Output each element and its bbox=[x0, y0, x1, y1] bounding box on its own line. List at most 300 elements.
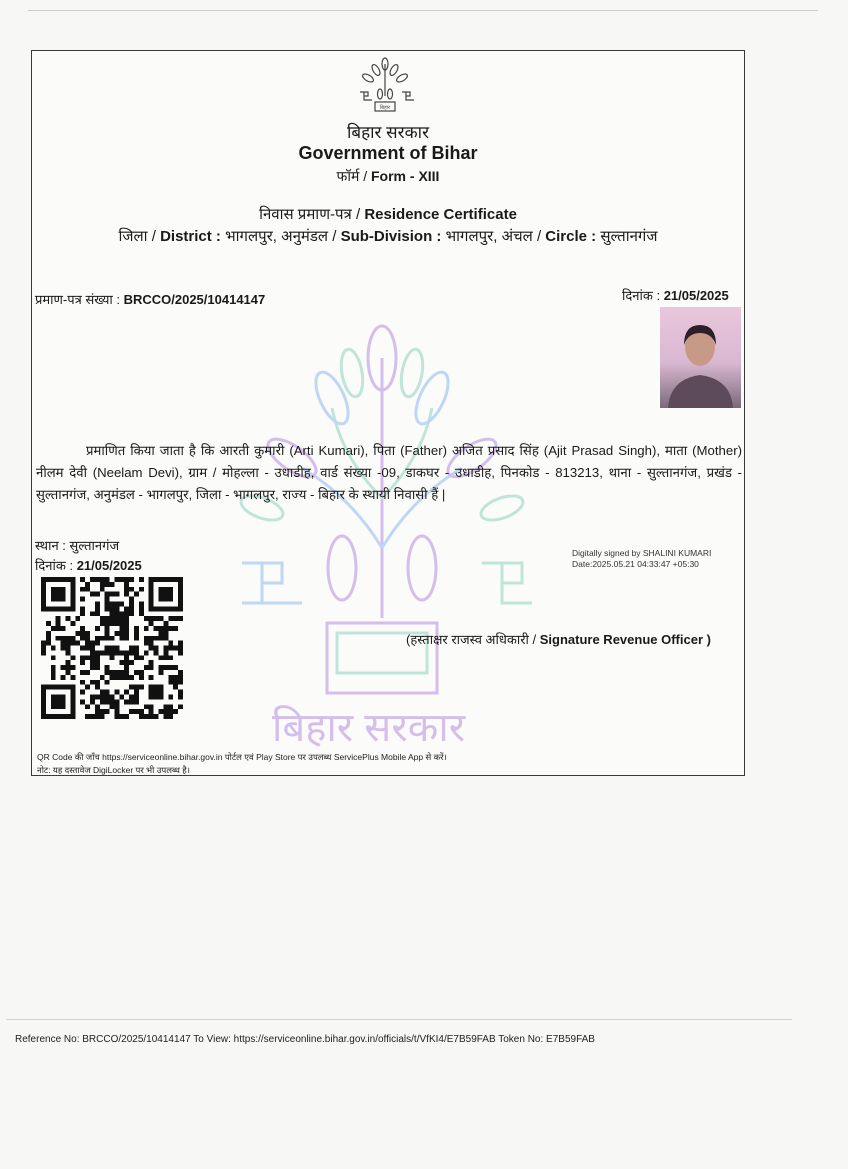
qr-module bbox=[95, 650, 100, 655]
qr-module bbox=[51, 670, 56, 675]
qr-module bbox=[110, 655, 115, 660]
qr-module bbox=[163, 621, 168, 626]
qr-module bbox=[70, 636, 75, 641]
qr-module bbox=[144, 665, 149, 670]
bihar-emblem-watermark bbox=[232, 318, 532, 758]
qr-module bbox=[173, 675, 178, 680]
qr-module bbox=[80, 655, 85, 660]
qr-module bbox=[129, 577, 134, 582]
qr-module bbox=[80, 626, 85, 631]
qr-module bbox=[159, 670, 164, 675]
qr-module bbox=[119, 626, 124, 631]
qr-module bbox=[168, 695, 173, 700]
applicant-photo bbox=[660, 307, 741, 408]
qr-module bbox=[105, 670, 110, 675]
qr-module bbox=[168, 714, 173, 719]
qr-module bbox=[95, 709, 100, 714]
reference-footer: Reference No: BRCCO/2025/10414147 To View: https://serviceonline.bihar.gov.in/officials/t/VfKI4/E7B59FAB Token No: E7B59FAB bbox=[15, 1034, 595, 1045]
qr-module bbox=[95, 695, 100, 700]
qr-module bbox=[149, 621, 154, 626]
qr-module bbox=[105, 621, 110, 626]
qr-module bbox=[65, 616, 70, 621]
district-label: District : bbox=[160, 228, 221, 245]
scan-top-edge bbox=[28, 10, 818, 11]
qr-module bbox=[124, 582, 129, 587]
qr-module bbox=[139, 675, 144, 680]
qr-module bbox=[124, 670, 129, 675]
qr-module bbox=[100, 650, 105, 655]
officer-signature-hindi: (हस्ताक्षर राजस्व अधिकारी / bbox=[406, 632, 537, 647]
qr-module bbox=[100, 621, 105, 626]
footer-divider bbox=[6, 1019, 792, 1020]
place-value: सुल्तानगंज bbox=[69, 538, 120, 553]
qr-module bbox=[129, 650, 134, 655]
qr-module bbox=[100, 577, 105, 582]
qr-module bbox=[90, 680, 95, 685]
qr-module bbox=[129, 695, 134, 700]
qr-module bbox=[129, 587, 134, 592]
qr-module bbox=[41, 650, 46, 655]
qr-module bbox=[80, 577, 85, 582]
qr-module bbox=[134, 695, 139, 700]
qr-module bbox=[110, 650, 115, 655]
qr-module bbox=[124, 665, 129, 670]
qr-module bbox=[178, 675, 183, 680]
qr-module bbox=[163, 646, 168, 651]
qr-module bbox=[65, 646, 70, 651]
qr-module bbox=[119, 650, 124, 655]
qr-module bbox=[134, 636, 139, 641]
qr-module bbox=[41, 646, 46, 651]
qr-module bbox=[139, 685, 144, 690]
qr-module bbox=[139, 577, 144, 582]
qr-module bbox=[70, 665, 75, 670]
qr-module bbox=[178, 695, 183, 700]
qr-module bbox=[46, 621, 51, 626]
qr-module bbox=[90, 660, 95, 665]
qr-module bbox=[124, 631, 129, 636]
qr-module bbox=[90, 699, 95, 704]
qr-module bbox=[95, 704, 100, 709]
qr-module bbox=[95, 680, 100, 685]
qr-module bbox=[124, 699, 129, 704]
qr-module bbox=[110, 670, 115, 675]
qr-module bbox=[110, 646, 115, 651]
qr-module bbox=[114, 592, 119, 597]
qr-module bbox=[134, 650, 139, 655]
qr-module bbox=[134, 655, 139, 660]
qr-module bbox=[51, 626, 56, 631]
qr-module bbox=[159, 616, 164, 621]
qr-module bbox=[163, 636, 168, 641]
qr-module bbox=[168, 646, 173, 651]
qr-module bbox=[144, 636, 149, 641]
place-date-label: दिनांक : bbox=[35, 558, 74, 573]
qr-module bbox=[154, 650, 159, 655]
qr-module bbox=[129, 675, 134, 680]
qr-module bbox=[149, 709, 154, 714]
qr-module bbox=[95, 577, 100, 582]
qr-module bbox=[119, 714, 124, 719]
qr-module bbox=[129, 709, 134, 714]
qr-module bbox=[85, 582, 90, 587]
qr-module bbox=[149, 641, 154, 646]
qr-module bbox=[110, 601, 115, 606]
qr-module bbox=[85, 641, 90, 646]
qr-module bbox=[100, 690, 105, 695]
issue-date-value: 21/05/2025 bbox=[663, 288, 729, 303]
qr-module bbox=[124, 655, 129, 660]
qr-module bbox=[178, 650, 183, 655]
qr-module bbox=[110, 582, 115, 587]
qr-module bbox=[114, 606, 119, 611]
place-date bbox=[35, 556, 142, 574]
qr-module bbox=[129, 611, 134, 616]
watermark-text: बिहार सरकार bbox=[272, 706, 466, 750]
qr-module bbox=[178, 641, 183, 646]
qr-module bbox=[110, 636, 115, 641]
qr-module bbox=[114, 621, 119, 626]
certificate-number bbox=[35, 290, 265, 308]
qr-module bbox=[114, 709, 119, 714]
qr-module bbox=[110, 611, 115, 616]
qr-module bbox=[139, 611, 144, 616]
qr-module bbox=[105, 631, 110, 636]
qr-module bbox=[80, 597, 85, 602]
qr-module bbox=[168, 665, 173, 670]
qr-module bbox=[163, 626, 168, 631]
qr-module bbox=[163, 631, 168, 636]
qr-module bbox=[124, 660, 129, 665]
certificate-title bbox=[31, 204, 745, 224]
qr-module bbox=[70, 655, 75, 660]
qr-module bbox=[105, 577, 110, 582]
qr-module bbox=[61, 641, 66, 646]
digilocker-note: नोट: यह दस्तावेज DigiLocker पर भी उपलब्ध है। bbox=[37, 765, 190, 775]
qr-module bbox=[110, 695, 115, 700]
qr-module bbox=[110, 621, 115, 626]
qr-module bbox=[61, 636, 66, 641]
qr-module bbox=[110, 606, 115, 611]
qr-module bbox=[129, 606, 134, 611]
qr-module bbox=[90, 650, 95, 655]
qr-module bbox=[124, 611, 129, 616]
qr-module bbox=[65, 670, 70, 675]
qr-module bbox=[65, 641, 70, 646]
qr-module bbox=[85, 646, 90, 651]
person-silhouette-icon bbox=[660, 307, 741, 408]
qr-module bbox=[95, 714, 100, 719]
qr-module bbox=[100, 582, 105, 587]
officer-signature-label bbox=[406, 630, 711, 648]
qr-module bbox=[100, 616, 105, 621]
qr-module bbox=[105, 597, 110, 602]
qr-module bbox=[119, 636, 124, 641]
qr-module bbox=[100, 699, 105, 704]
qr-module bbox=[149, 646, 154, 651]
qr-module bbox=[149, 636, 154, 641]
qr-module bbox=[105, 606, 110, 611]
qr-module bbox=[124, 714, 129, 719]
qr-module bbox=[124, 626, 129, 631]
qr-module bbox=[95, 606, 100, 611]
qr-module bbox=[124, 592, 129, 597]
district-hindi: जिला / bbox=[118, 228, 156, 245]
district-value: भागलपुर, अनुमंडल / bbox=[225, 228, 337, 245]
qr-module bbox=[129, 597, 134, 602]
qr-module bbox=[134, 699, 139, 704]
qr-module bbox=[114, 670, 119, 675]
qr-module bbox=[159, 655, 164, 660]
qr-module bbox=[105, 650, 110, 655]
circle-value: सुल्तानगंज bbox=[600, 228, 658, 245]
qr-module bbox=[80, 606, 85, 611]
qr-module bbox=[144, 616, 149, 621]
qr-module bbox=[119, 577, 124, 582]
qr-module bbox=[134, 631, 139, 636]
qr-module bbox=[149, 704, 154, 709]
qr-module bbox=[80, 646, 85, 651]
certificate-title-english: Residence Certificate bbox=[364, 206, 517, 223]
qr-module bbox=[105, 616, 110, 621]
qr-module bbox=[56, 636, 61, 641]
qr-module bbox=[61, 665, 66, 670]
qr-module bbox=[80, 631, 85, 636]
qr-module bbox=[51, 665, 56, 670]
qr-module bbox=[70, 675, 75, 680]
qr-module bbox=[163, 665, 168, 670]
qr-module bbox=[46, 641, 51, 646]
qr-module bbox=[178, 646, 183, 651]
qr-module bbox=[90, 665, 95, 670]
qr-module bbox=[119, 675, 124, 680]
qr-module bbox=[75, 631, 80, 636]
qr-module bbox=[168, 616, 173, 621]
qr-module bbox=[65, 660, 70, 665]
qr-module bbox=[110, 704, 115, 709]
qr-module bbox=[80, 699, 85, 704]
qr-module bbox=[178, 670, 183, 675]
qr-module bbox=[154, 646, 159, 651]
qr-module bbox=[119, 621, 124, 626]
qr-module bbox=[56, 616, 61, 621]
qr-module bbox=[114, 631, 119, 636]
qr-module bbox=[100, 709, 105, 714]
qr-code-icon bbox=[41, 577, 183, 719]
qr-module bbox=[105, 699, 110, 704]
qr-module bbox=[51, 675, 56, 680]
qr-module bbox=[139, 655, 144, 660]
certificate-statement-text: प्रमाणित किया जाता है कि आरती कुमारी (Arti Kumari), पिता (Father) अजित प्रसाद सिंह (Ajit Prasad Singh), माता (Mother) नीलम देवी (Neelam Devi), ग्राम / मोहल्ला - उधाडीह, वार्ड संख्या -09, डाकघर - उधाडीह, पिनकोड - 813213, थाना - सुल्तानगंज, प्रखंड - सुल्तानगंज, अनुमंडल - भागलपुर, जिला - भागलपुर, राज्य - बिहार के स्थायी निवासी हैं | bbox=[36, 443, 742, 502]
qr-module bbox=[134, 709, 139, 714]
qr-module bbox=[139, 601, 144, 606]
qr-module bbox=[163, 709, 168, 714]
qr-module bbox=[173, 680, 178, 685]
subdivision-label: Sub-Division : bbox=[340, 228, 442, 245]
digital-signature-date: Date:2025.05.21 04:33:47 +05:30 bbox=[572, 559, 699, 569]
qr-module bbox=[144, 714, 149, 719]
qr-verification-note: QR Code की जाँच https://serviceonline.bihar.gov.in पोर्टल एवं Play Store पर उपलब्ध ServicePlus Mobile App से करें। bbox=[37, 752, 447, 762]
qr-module bbox=[124, 675, 129, 680]
qr-module bbox=[114, 699, 119, 704]
qr-module bbox=[114, 650, 119, 655]
certificate-number-value: BRCCO/2025/10414147 bbox=[123, 292, 266, 307]
qr-module bbox=[173, 665, 178, 670]
qr-module bbox=[80, 587, 85, 592]
qr-module bbox=[90, 695, 95, 700]
qr-module bbox=[70, 621, 75, 626]
qr-module bbox=[154, 626, 159, 631]
qr-module bbox=[119, 670, 124, 675]
qr-module bbox=[51, 655, 56, 660]
qr-module bbox=[134, 592, 139, 597]
title-english: Government of Bihar bbox=[298, 143, 478, 163]
qr-module bbox=[46, 631, 51, 636]
qr-module bbox=[154, 616, 159, 621]
qr-module bbox=[105, 626, 110, 631]
qr-module bbox=[65, 650, 70, 655]
qr-module bbox=[163, 714, 168, 719]
qr-module bbox=[124, 650, 129, 655]
digital-signature bbox=[572, 548, 711, 570]
qr-module bbox=[85, 655, 90, 660]
form-hindi: फॉर्म / bbox=[336, 168, 368, 184]
qr-module bbox=[105, 690, 110, 695]
qr-module bbox=[114, 646, 119, 651]
qr-module bbox=[95, 636, 100, 641]
qr-module bbox=[154, 636, 159, 641]
qr-module bbox=[139, 606, 144, 611]
qr-module bbox=[61, 675, 66, 680]
qr-module bbox=[139, 714, 144, 719]
qr-module bbox=[56, 626, 61, 631]
qr-module bbox=[95, 592, 100, 597]
circle-label: Circle : bbox=[545, 228, 597, 245]
qr-module bbox=[114, 616, 119, 621]
qr-module bbox=[149, 616, 154, 621]
qr-module bbox=[154, 714, 159, 719]
qr-module bbox=[124, 616, 129, 621]
qr-module bbox=[159, 626, 164, 631]
certificate-number-label: प्रमाण-पत्र संख्या : bbox=[35, 292, 120, 307]
qr-module bbox=[119, 660, 124, 665]
qr-module bbox=[114, 675, 119, 680]
qr-module bbox=[41, 641, 46, 646]
qr-module bbox=[85, 587, 90, 592]
qr-module bbox=[85, 704, 90, 709]
qr-module bbox=[90, 611, 95, 616]
qr-module bbox=[168, 655, 173, 660]
qr-module bbox=[168, 675, 173, 680]
qr-module bbox=[124, 606, 129, 611]
qr-module bbox=[159, 665, 164, 670]
qr-module bbox=[149, 714, 154, 719]
qr-module bbox=[110, 616, 115, 621]
qr-module bbox=[144, 704, 149, 709]
qr-module bbox=[119, 611, 124, 616]
qr-module bbox=[129, 601, 134, 606]
qr-module bbox=[95, 626, 100, 631]
qr-module bbox=[85, 685, 90, 690]
qr-module bbox=[110, 699, 115, 704]
qr-module bbox=[95, 601, 100, 606]
qr-module bbox=[129, 660, 134, 665]
qr-module bbox=[163, 704, 168, 709]
qr-module bbox=[134, 626, 139, 631]
qr-module bbox=[119, 631, 124, 636]
bihar-emblem-logo bbox=[356, 56, 414, 114]
form-english: Form - XIII bbox=[371, 168, 440, 184]
place-date-value: 21/05/2025 bbox=[76, 558, 142, 573]
qr-module bbox=[100, 714, 105, 719]
qr-module bbox=[90, 641, 95, 646]
qr-module bbox=[56, 621, 61, 626]
qr-module bbox=[119, 601, 124, 606]
qr-module bbox=[90, 592, 95, 597]
qr-module bbox=[114, 714, 119, 719]
qr-module bbox=[134, 670, 139, 675]
qr-module bbox=[139, 670, 144, 675]
qr-module bbox=[173, 646, 178, 651]
qr-module bbox=[85, 714, 90, 719]
qr-module bbox=[144, 650, 149, 655]
qr-module bbox=[173, 709, 178, 714]
qr-module bbox=[85, 631, 90, 636]
qr-module bbox=[134, 646, 139, 651]
qr-module bbox=[100, 587, 105, 592]
qr-module bbox=[61, 626, 66, 631]
qr-module bbox=[65, 665, 70, 670]
qr-module bbox=[129, 685, 134, 690]
emblem-text: बिहार bbox=[379, 105, 391, 111]
qr-module bbox=[124, 636, 129, 641]
issue-date bbox=[622, 286, 729, 304]
qr-module bbox=[105, 665, 110, 670]
qr-module bbox=[90, 655, 95, 660]
qr-module bbox=[144, 641, 149, 646]
qr-module bbox=[129, 699, 134, 704]
qr-module bbox=[168, 641, 173, 646]
qr-module bbox=[178, 616, 183, 621]
place bbox=[35, 536, 119, 554]
qr-module bbox=[85, 636, 90, 641]
qr-module bbox=[178, 680, 183, 685]
qr-module bbox=[95, 611, 100, 616]
qr-module bbox=[114, 601, 119, 606]
qr-module bbox=[144, 626, 149, 631]
qr-module bbox=[124, 621, 129, 626]
qr-module bbox=[95, 655, 100, 660]
qr-module bbox=[173, 626, 178, 631]
qr-module bbox=[100, 695, 105, 700]
qr-module bbox=[134, 690, 139, 695]
qr-module bbox=[105, 646, 110, 651]
qr-module bbox=[80, 636, 85, 641]
qr-module bbox=[119, 616, 124, 621]
qr-module bbox=[163, 655, 168, 660]
qr-module bbox=[80, 680, 85, 685]
qr-module bbox=[100, 675, 105, 680]
qr-module bbox=[149, 665, 154, 670]
qr-module bbox=[105, 592, 110, 597]
qr-module bbox=[114, 690, 119, 695]
qr-module bbox=[124, 690, 129, 695]
qr-module bbox=[95, 660, 100, 665]
qr-module bbox=[90, 714, 95, 719]
qr-module bbox=[105, 695, 110, 700]
qr-module bbox=[95, 665, 100, 670]
qr-module bbox=[80, 611, 85, 616]
